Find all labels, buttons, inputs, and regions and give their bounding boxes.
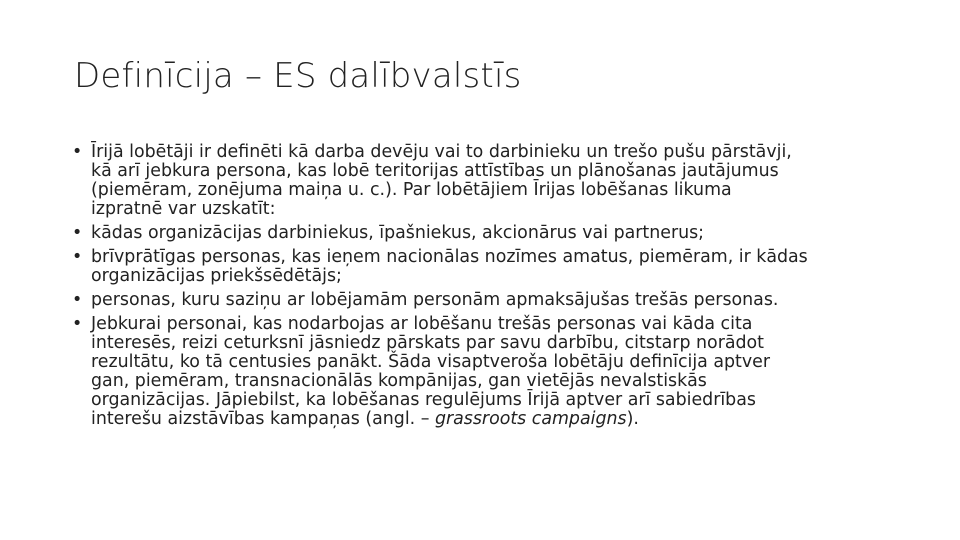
list-item [72,224,892,243]
text-line-last [91,410,892,429]
list-item [72,248,892,286]
text-segment: interešu aizstāvības kampaņas (angl. – [91,409,435,429]
text-line: brīvprātīgas personas, kas ieņem nacionālas nozīmes amatus, piemēram, ir kādas [91,247,808,267]
text-line: kādas organizācijas darbiniekus, īpašniekus, akcionārus vai partnerus; [91,223,705,243]
bullet-icon: • [72,247,83,267]
text-line: gan, piemēram, transnacionālās kompānijas, gan vietējās nevalstiskās [91,371,707,391]
bullet-list [72,143,892,434]
text-line: (piemēram, zonējuma maiņa u. c.). Par lobētājiem Īrijas lobēšanas likuma [91,180,732,200]
bullet-icon: • [72,314,83,334]
text-line: interesēs, reizi ceturksnī jāsniedz pārskats par savu darbību, citstarp norādot [91,333,764,353]
bullet-icon: • [72,142,83,162]
text-line: Īrijā lobētāji ir definēti kā darba devēju vai to darbinieku un trešo pušu pārstāvji, [91,142,792,162]
bullet-icon: • [72,290,83,310]
text-line: izpratnē var uzskatīt: [91,199,276,219]
text-line: organizācijas. Jāpiebilst, ka lobēšanas regulējums Īrijā aptver arī sabiedrības [91,390,756,410]
slide-title: Definīcija – ES dalībvalstīs [74,56,522,96]
text-line: kā arī jebkura persona, kas lobē teritorijas attīstības un plānošanas jautājumus [91,161,779,181]
text-line: Jebkurai personai, kas nodarbojas ar lobēšanu trešās personas vai kāda cita [91,314,753,334]
bullet-icon: • [72,223,83,243]
text-line: personas, kuru saziņu ar lobējamām personām apmaksājušas trešās personas. [91,290,779,310]
text-line: organizācijas priekšsēdētājs; [91,266,342,286]
list-item [72,315,892,429]
text-segment: ). [626,409,639,429]
list-item [72,291,892,310]
text-line: rezultātu, ko tā centusies panākt. Šāda visaptveroša lobētāju definīcija aptver [91,352,771,372]
list-item [72,143,892,219]
emphasis-text: grassroots campaigns [434,409,627,429]
